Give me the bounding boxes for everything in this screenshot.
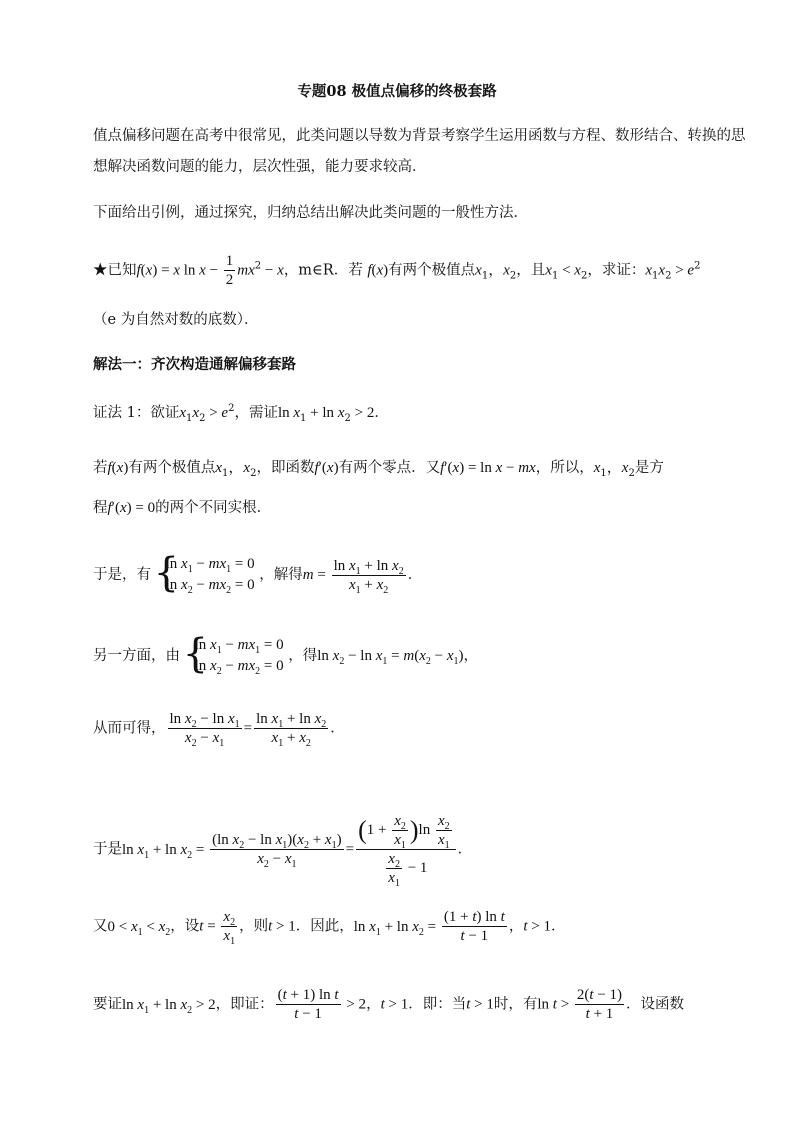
step-ln-sum: 于是$\ln x_1 + \ln x_2$ = $\frac{(\ln x_2 - \ln x_1)(x_2 + x_1)}{x_2 - x_1}$ = (1 + $\frac{x_2}{x_1}$ )ln $\frac{x_2}{x_1}$ $\frac{x_2}{x_1}$ − 1 ．: [93, 813, 473, 889]
step-conclude: 从而可得， $\frac{\ln x_2 - \ln x_1}{x_2 - x_1}$ = $\frac{\ln x_1 + \ln x_2}{x_1 + x_2}$ ．: [93, 711, 345, 749]
step-t-f: ．: [550, 918, 566, 935]
zeros-a: 若: [93, 460, 108, 476]
problem-text-a: ，m∈R．若: [283, 262, 363, 279]
intro-paragraph-line-2: 想解决函数问题的能力，层次性强，能力要求较高．: [93, 159, 427, 175]
step-ling-c: ，: [463, 648, 479, 664]
zeros-b: 有两个极值点: [128, 460, 216, 476]
method-heading: 解法一：齐次构造通解偏移套路: [93, 356, 296, 373]
zeros-d: 有两个零点．又: [338, 460, 441, 476]
step-yushi-c: ．: [407, 567, 423, 583]
page-title: 专题08 极值点偏移的终极套路: [297, 83, 497, 100]
zeros-line-2: 程f′(x) = 0的两个不同实根．: [93, 500, 272, 516]
step-final-a: 要证: [93, 996, 122, 1013]
step-yushi-b: ，解得: [259, 567, 303, 583]
problem-statement: ★已知f(x) = x ln x − $\frac{1}{2}$ $mx^2 - x$，m∈R．若 f(x)有两个极值点$x_1$，$x_2$，且$x_1 < x_2$，求证：$x_1x_2 > e^2$: [93, 253, 701, 288]
intro-paragraph-line-1: 值点偏移问题在高考中很常见，此类问题以导数为背景考察学生运用函数与方程、数形结合、转换的思: [93, 128, 746, 144]
proof-label: 证法 1：欲证: [93, 405, 180, 421]
zeros-f: 是方: [634, 460, 664, 476]
step-t-c: ，则: [239, 918, 269, 935]
equation-system-2: { $\ln x_1 - mx_1 = 0$ $\ln x_2 - mx_2 = 0$: [185, 635, 284, 677]
step-system-solve: 于是，有 { $\ln x_1 - mx_1 = 0$ $\ln x_2 - mx_2 = 0$ ，解得m = $\frac{\ln x_1 + \ln x_2}{x_1 + x_2}$ ．: [93, 554, 422, 596]
step-substitution: 又$0 < x_1 < x_2$，设t = $\frac{x_2}{x_1}$ ，则t > 1．因此，$\ln x_1 + \ln x_2$ = $\frac{\text{(1 + t) ln t}}{t - 1}$ ，t > 1．: [93, 909, 566, 947]
step-yushi-a: 于是，有: [93, 567, 151, 583]
step-final: 要证$\ln x_1 + \ln x_2 > 2$，即证： $\frac{\text{(t + 1) ln t}}{t - 1}$ > 2，t > 1．即：当t > 1时，有ln t > $\frac{2(t - 1)}{t + 1}$ ．设函数: [93, 987, 685, 1022]
step-t-d: ．因此，: [295, 918, 354, 935]
proof-intro: 证法 1：欲证$x_1x_2 > e^2$，需证$\ln x_1 + \ln x_2 > 2$．: [93, 403, 389, 424]
step-final-f: ．设函数: [626, 996, 685, 1013]
step-yushi2-b: ．: [457, 841, 473, 858]
step-conclude-b: ．: [330, 720, 345, 737]
intro-paragraph-line-3: 下面给出引例，通过探究，归纳总结出解决此类问题的一般性方法．: [93, 205, 528, 221]
star-prefix: ★已知: [93, 262, 137, 279]
zeros-e: ，所以，: [535, 460, 594, 476]
zeros-h: 的两个不同实根．: [155, 500, 272, 516]
problem-note: （e 为自然对数的底数）．: [93, 312, 259, 328]
equation-system: { $\ln x_1 - mx_1 = 0$ $\ln x_2 - mx_2 = 0$: [156, 554, 255, 596]
zeros-line-1: 若f(x)有两个极值点$x_1$，$x_2$，即函数f′(x)有两个零点．又f′(x) = ln x − mx，所以，$x_1$，$x_2$是方: [93, 460, 664, 479]
step-ling-b: ，得: [288, 648, 318, 664]
step-conclude-a: 从而可得，: [93, 720, 166, 737]
proof-mid: ，需证: [234, 405, 278, 421]
proof-end: ．: [374, 405, 389, 421]
step-t-b: ，设: [170, 918, 200, 935]
step-t-e: ，: [508, 918, 524, 935]
step-final-d: ．即：当: [408, 996, 467, 1013]
step-yushi2-a: 于是: [93, 841, 122, 858]
zeros-c: ，即函数: [256, 460, 315, 476]
zeros-g: 程: [93, 500, 108, 516]
problem-text-c: ，且: [516, 262, 546, 279]
step-final-c: ，: [366, 996, 381, 1013]
step-final-b: ，即证：: [215, 996, 274, 1013]
step-final-e: 时，有: [493, 996, 538, 1013]
problem-text-d: ，求证：: [587, 262, 646, 279]
step-t-a: 又: [93, 918, 108, 935]
step-ling-a: 另一方面，由: [93, 648, 180, 664]
problem-text-b: 有两个极值点: [388, 262, 476, 279]
step-other-side: 另一方面，由 { $\ln x_1 - mx_1 = 0$ $\ln x_2 - mx_2 = 0$ ，得$\ln x_2 - \ln x_1 = m(x_2 - x_1)$，: [93, 635, 478, 677]
